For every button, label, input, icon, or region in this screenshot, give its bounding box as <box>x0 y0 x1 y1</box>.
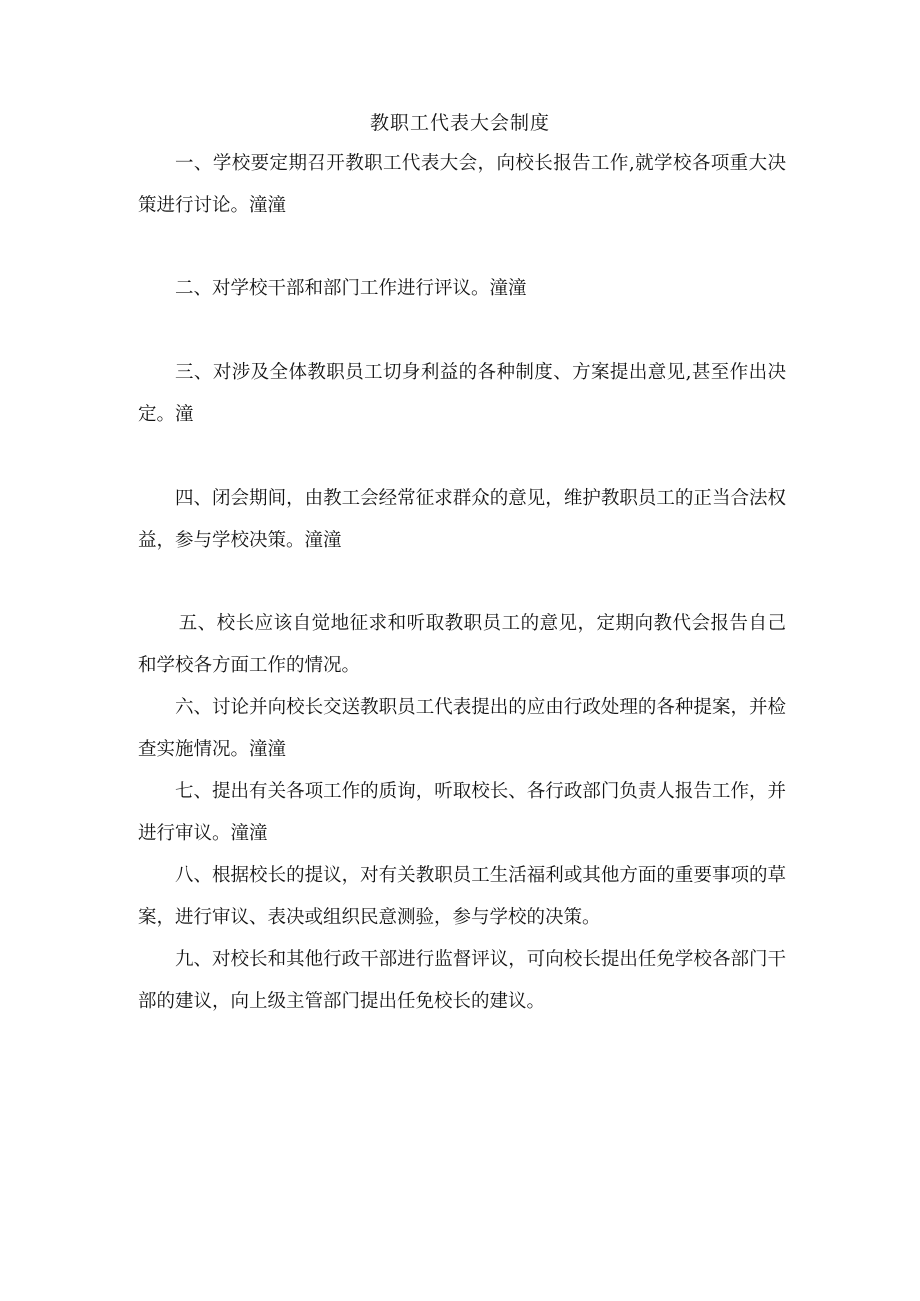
paragraph-2: 二、对学校干部和部门工作进行评议。潼潼 <box>175 278 527 299</box>
document-title: 教职工代表大会制度 <box>369 112 550 134</box>
paragraph-1: 一、学校要定期召开教职工代表大会，向校长报告工作,就学校各项重大决策进行讨论。潼潼 <box>138 153 786 216</box>
paragraph-9: 九、对校长和其他行政干部进行监督评议，可向校长提出任免学校各部门干部的建议，向上级主管部门提出任免校长的建议。 <box>138 949 786 1012</box>
paragraph-8: 八、根据校长的提议，对有关教职员工生活福利或其他方面的重要事项的草案，进行审议、表决或组织民意测验，参与学校的决策。 <box>138 865 786 928</box>
paragraph-4: 四、闭会期间，由教工会经常征求群众的意见，维护教职员工的正当合法权益，参与学校决策。潼潼 <box>138 488 786 551</box>
paragraph-6: 六、讨论并向校长交送教职员工代表提出的应由行政处理的各种提案，并检查实施情况。潼潼 <box>138 697 786 760</box>
paragraph-5: 五、校长应该自觉地征求和听取教职员工的意见，定期向教代会报告自己和学校各方面工作的情况。 <box>138 613 786 676</box>
paragraph-7: 七、提出有关各项工作的质询，听取校长、各行政部门负责人报告工作，并进行审议。潼潼 <box>138 781 786 844</box>
paragraph-3: 三、对涉及全体教职员工切身利益的各种制度、方案提出意见,甚至作出决定。潼 <box>138 362 786 425</box>
